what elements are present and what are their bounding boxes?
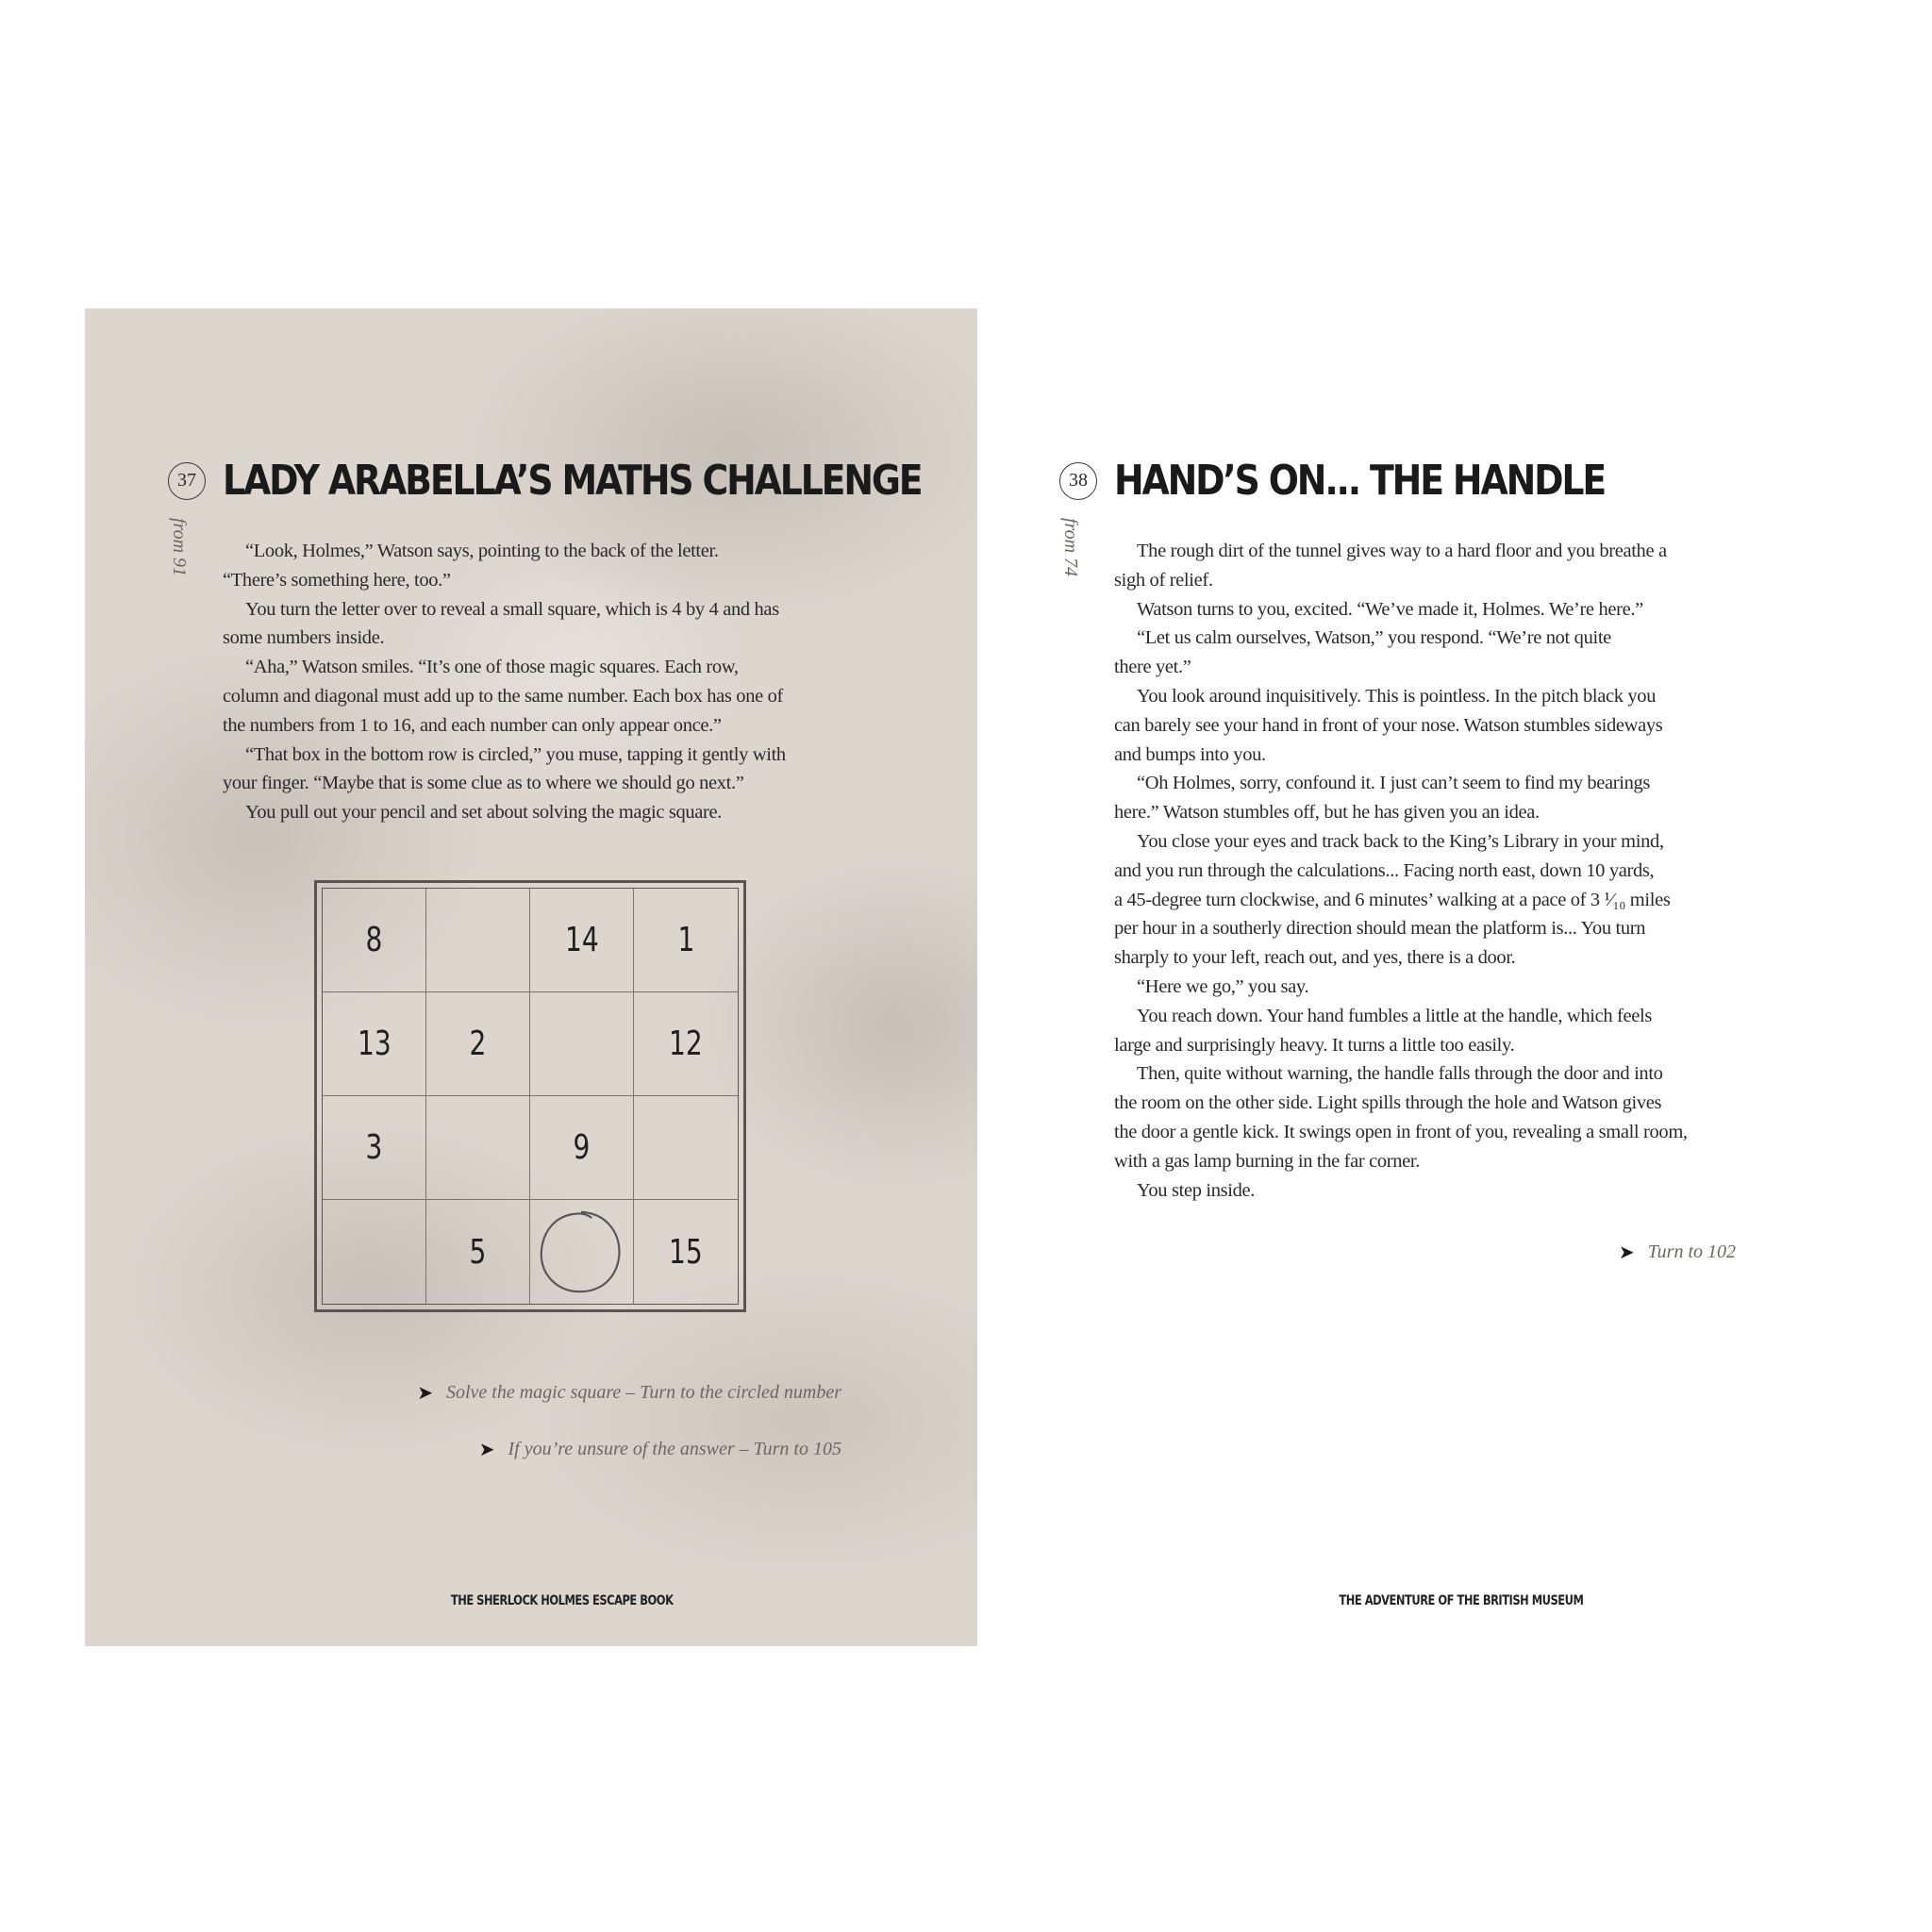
paragraph-line: and you run through the calculations... Facing north east, down 10 yards, <box>1114 859 1655 881</box>
paragraph-line: sigh of relief. <box>1114 569 1213 591</box>
paragraph-line: “Look, Holmes,” Watson says, pointing to the back of the letter. <box>245 541 719 561</box>
paragraph-line: “Let us calm ourselves, Watson,” you respond. “We’re not quite <box>1137 627 1611 649</box>
chapter-heading-37 <box>168 457 977 505</box>
paragraph-line: You look around inquisitively. This is pointless. In the pitch black you <box>1137 685 1657 707</box>
chapter-heading-38 <box>1059 457 1685 505</box>
paragraph-line: the door a gentle kick. It swings open in front of you, revealing a small room, <box>1114 1121 1688 1142</box>
paragraph-line: “Oh Holmes, sorry, confound it. I just can’t seem to find my bearings <box>1137 773 1651 794</box>
from-note: from 74 <box>1060 518 1081 577</box>
left-body-text <box>223 537 786 827</box>
paragraph-line: here.” Watson stumbles off, but he has given you an idea. <box>1114 802 1540 824</box>
magic-square-cell: 12 <box>634 992 738 1096</box>
instruction-text: If you’re unsure of the answer – Turn to 105 <box>508 1439 841 1459</box>
magic-square-cell: 2 <box>426 992 530 1096</box>
instruction-turn <box>1619 1241 1736 1264</box>
paragraph-line: large and surprisingly heavy. It turns a little too easily. <box>1114 1034 1515 1056</box>
instruction-text: Solve the magic square – Turn to the circled number <box>445 1382 841 1403</box>
paragraph-line: You step inside. <box>1137 1179 1256 1201</box>
paragraph-line: per hour in a southerly direction should mean the platform is... You turn <box>1114 918 1646 940</box>
from-note: from 91 <box>169 518 190 577</box>
magic-square-cell: 14 <box>530 889 634 992</box>
instruction-unsure <box>479 1438 841 1461</box>
magic-square-cell: 1 <box>634 889 738 992</box>
magic-square-cell <box>323 1200 426 1304</box>
paragraph-line: “That box in the bottom row is circled,” you muse, tapping it gently with <box>245 743 786 765</box>
paragraph-line: a 45-degree turn clockwise, and 6 minutes’ walking at a pace of 3 ¹⁄₁₀ miles <box>1114 889 1671 910</box>
magic-square-cell-circled <box>530 1200 634 1304</box>
magic-square-cell <box>426 889 530 992</box>
magic-square-cell: 5 <box>426 1200 530 1304</box>
chapter-title: LADY ARABELLA’S MATHS CHALLENGE <box>223 457 922 505</box>
magic-square-grid <box>322 888 739 1305</box>
paragraph-line: “Aha,” Watson smiles. “It’s one of those magic squares. Each row, <box>245 657 739 678</box>
paragraph-line: You pull out your pencil and set about solving the magic square. <box>245 802 723 824</box>
paragraph-line: You reach down. Your hand fumbles a little at the handle, which feels <box>1137 1005 1652 1026</box>
paragraph-line: there yet.” <box>1114 657 1191 678</box>
chapter-number-badge: 38 <box>1059 462 1097 500</box>
paragraph-line: can barely see your hand in front of your nose. Watson stumbles sideways <box>1114 714 1663 736</box>
paragraph-line: your finger. “Maybe that is some clue as to where we should go next.” <box>223 773 744 794</box>
paragraph-line: with a gas lamp burning in the far corner. <box>1114 1150 1421 1172</box>
magic-square-cell <box>634 1096 738 1200</box>
left-page <box>85 308 977 1646</box>
paragraph-line: Watson turns to you, excited. “We’ve made it, Holmes. We’re here.” <box>1137 598 1643 620</box>
paragraph-line: sharply to your left, reach out, and yes, there is a door. <box>1114 947 1516 969</box>
pointer-arrow-icon: ➤ <box>478 1440 495 1460</box>
chapter-number-badge: 37 <box>168 462 206 500</box>
right-body-text <box>1114 537 1688 1205</box>
pencil-circle-icon <box>535 1207 625 1297</box>
paragraph-line: Then, quite without warning, the handle falls through the door and into <box>1137 1063 1663 1085</box>
magic-square-cell: 15 <box>669 1232 703 1272</box>
paragraph-line: “Here we go,” you say. <box>1137 975 1309 997</box>
paragraph-line: column and diagonal must add up to the same number. Each box has one of <box>223 685 783 707</box>
magic-square-cell: 13 <box>323 992 426 1096</box>
left-footer: THE SHERLOCK HOLMES ESCAPE BOOK <box>450 1593 674 1608</box>
pointer-arrow-icon: ➤ <box>417 1383 433 1404</box>
magic-square <box>314 880 746 1312</box>
magic-square-cell <box>530 992 634 1096</box>
instruction-text: Turn to 102 <box>1647 1241 1736 1262</box>
magic-square-cell: 9 <box>530 1096 634 1200</box>
paragraph-line: “There’s something here, too.” <box>223 569 451 591</box>
paragraph-line: You close your eyes and track back to the King’s Library in your mind, <box>1137 830 1664 852</box>
magic-square-cell: 8 <box>323 889 426 992</box>
paragraph-line: the numbers from 1 to 16, and each number can only appear once.” <box>223 714 722 736</box>
pointer-arrow-icon: ➤ <box>1618 1242 1635 1263</box>
paragraph-line: The rough dirt of the tunnel gives way to a hard floor and you breathe a <box>1137 541 1667 561</box>
magic-square-cell <box>426 1096 530 1200</box>
paragraph-line: some numbers inside. <box>223 627 385 649</box>
paragraph-line: You turn the letter over to reveal a small square, which is 4 by 4 and has <box>245 598 779 620</box>
magic-square-cell: 3 <box>323 1096 426 1200</box>
paragraph-line: and bumps into you. <box>1114 743 1266 765</box>
paragraph-line: the room on the other side. Light spills through the hole and Watson gives <box>1114 1092 1662 1114</box>
instruction-solve <box>417 1381 841 1405</box>
right-footer: THE ADVENTURE OF THE BRITISH MUSEUM <box>1339 1593 1584 1608</box>
chapter-title: HAND’S ON... THE HANDLE <box>1114 457 1606 505</box>
